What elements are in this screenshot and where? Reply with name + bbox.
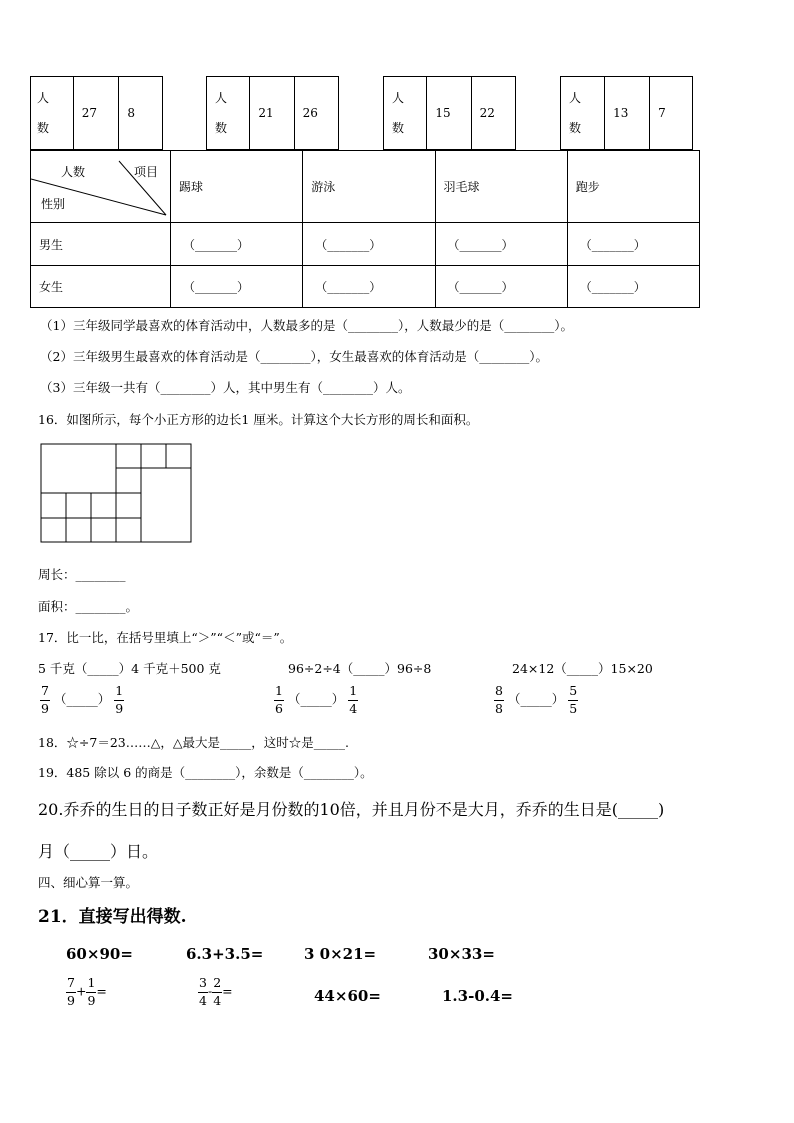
q19: 19．485 除以 6 的商是（________），余数是（________）。 <box>38 765 373 780</box>
tally-value: 21 <box>250 77 294 150</box>
denominator: 9 <box>115 700 124 716</box>
q17-item: 5 千克（_____）4 千克＋500 克 <box>38 661 221 676</box>
column-header: 踢球 <box>171 151 303 223</box>
numerator: 1 <box>86 977 96 993</box>
equals: = <box>222 983 233 999</box>
tally-label: 人数 <box>207 77 250 150</box>
q20-line2: 月（_____）日。 <box>38 842 159 861</box>
tally-value: 15 <box>427 77 471 150</box>
calc-item: 60×90= <box>66 945 133 963</box>
denominator: 4 <box>199 992 207 1008</box>
q18: 18．☆÷7＝23……△，△最大是_____，这时☆是_____. <box>38 735 349 750</box>
answer-cell[interactable]: （_______） <box>171 223 303 266</box>
q16-area: 面积：________。 <box>38 599 139 614</box>
tally-value: 8 <box>119 77 163 150</box>
answer-blank[interactable]: （_____） <box>53 691 111 707</box>
header-top: 人数 <box>61 165 86 179</box>
tally-table-1 <box>30 76 163 150</box>
tally-table-3 <box>383 76 516 150</box>
q16-stem: 16．如图所示，每个小正方形的边长1 厘米。计算这个大长方形的周长和面积。 <box>38 412 479 427</box>
answer-blank[interactable]: （_____） <box>287 691 345 707</box>
column-header: 游泳 <box>303 151 435 223</box>
numerator: 1 <box>114 685 124 701</box>
row-label: 女生 <box>31 266 171 308</box>
tally-value: 27 <box>73 77 119 150</box>
calc-fraction-item <box>198 977 233 1007</box>
tally-value: 22 <box>471 77 515 150</box>
q17-stem: 17．比一比，在括号里填上“＞”“＜”或“＝”。 <box>38 630 293 645</box>
header-bottom: 性别 <box>41 197 66 211</box>
q15-part1: （1）三年级同学最喜欢的体育活动中，人数最多的是（________），人数最少的是（________）。 <box>40 318 573 333</box>
numerator: 1 <box>274 685 284 701</box>
denominator: 9 <box>67 992 75 1008</box>
numerator: 1 <box>348 685 358 701</box>
diagonal-header <box>31 151 171 223</box>
answer-cell[interactable]: （_______） <box>303 266 435 308</box>
column-header: 羽毛球 <box>435 151 567 223</box>
q17-fraction-compare <box>494 685 578 715</box>
q15-part3: （3）三年级一共有（________）人，其中男生有（________）人。 <box>40 380 411 395</box>
numerator: 3 <box>198 977 208 993</box>
operator: - <box>207 983 213 999</box>
answer-cell[interactable]: （_______） <box>435 223 567 266</box>
answer-cell[interactable]: （_______） <box>435 266 567 308</box>
operator: + <box>75 983 87 999</box>
numerator: 2 <box>212 977 222 993</box>
calc-item: 44×60= <box>314 987 381 1005</box>
tally-table-2 <box>206 76 339 150</box>
calc-item: 30×33= <box>428 945 495 963</box>
answer-cell[interactable]: （_______） <box>567 266 699 308</box>
q17-item: 24×12（_____）15×20 <box>512 661 653 676</box>
tally-label: 人数 <box>31 77 74 150</box>
grid-rectangle-figure <box>40 443 192 543</box>
denominator: 4 <box>213 992 222 1008</box>
section-heading: 四、细心算一算。 <box>38 875 139 890</box>
calc-item: 3 0×21= <box>304 945 377 963</box>
sports-table <box>30 150 700 308</box>
denominator: 9 <box>41 700 49 716</box>
answer-blank[interactable]: （_____） <box>507 691 565 707</box>
numerator: 5 <box>568 685 578 701</box>
numerator: 7 <box>66 977 76 993</box>
denominator: 9 <box>87 992 96 1008</box>
denominator: 8 <box>495 700 503 716</box>
denominator: 4 <box>349 700 358 716</box>
diagonal-lines <box>31 151 174 223</box>
q15-part2: （2）三年级男生最喜欢的体育活动是（________），女生最喜欢的体育活动是（________）。 <box>40 349 548 364</box>
tally-value: 26 <box>294 77 338 150</box>
tally-value: 13 <box>605 77 650 150</box>
numerator: 7 <box>40 685 50 701</box>
answer-cell[interactable]: （_______） <box>171 266 303 308</box>
denominator: 5 <box>569 700 578 716</box>
q16-perimeter: 周长：________ <box>38 567 126 582</box>
calc-fraction-item <box>66 977 107 1007</box>
equals: = <box>96 983 107 999</box>
numerator: 8 <box>494 685 504 701</box>
tally-label: 人数 <box>561 77 605 150</box>
tally-value: 7 <box>650 77 693 150</box>
header-right: 项目 <box>134 165 159 179</box>
q17-item: 96÷2÷4（_____）96÷8 <box>288 661 432 676</box>
column-header: 跑步 <box>567 151 699 223</box>
answer-cell[interactable]: （_______） <box>303 223 435 266</box>
tally-label: 人数 <box>384 77 427 150</box>
q20-line1: 20.乔乔的生日的日子数正好是月份数的10倍，并且月份不是大月，乔乔的生日是(_____) <box>38 800 665 819</box>
denominator: 6 <box>275 700 283 716</box>
q17-fraction-compare <box>274 685 358 715</box>
q17-fraction-compare <box>40 685 124 715</box>
tally-table-4 <box>560 76 693 150</box>
calc-item: 6.3+3.5= <box>186 945 264 963</box>
q21-stem: 21．直接写出得数. <box>38 907 187 927</box>
row-label: 男生 <box>31 223 171 266</box>
calc-item: 1.3-0.4= <box>442 987 513 1005</box>
answer-cell[interactable]: （_______） <box>567 223 699 266</box>
